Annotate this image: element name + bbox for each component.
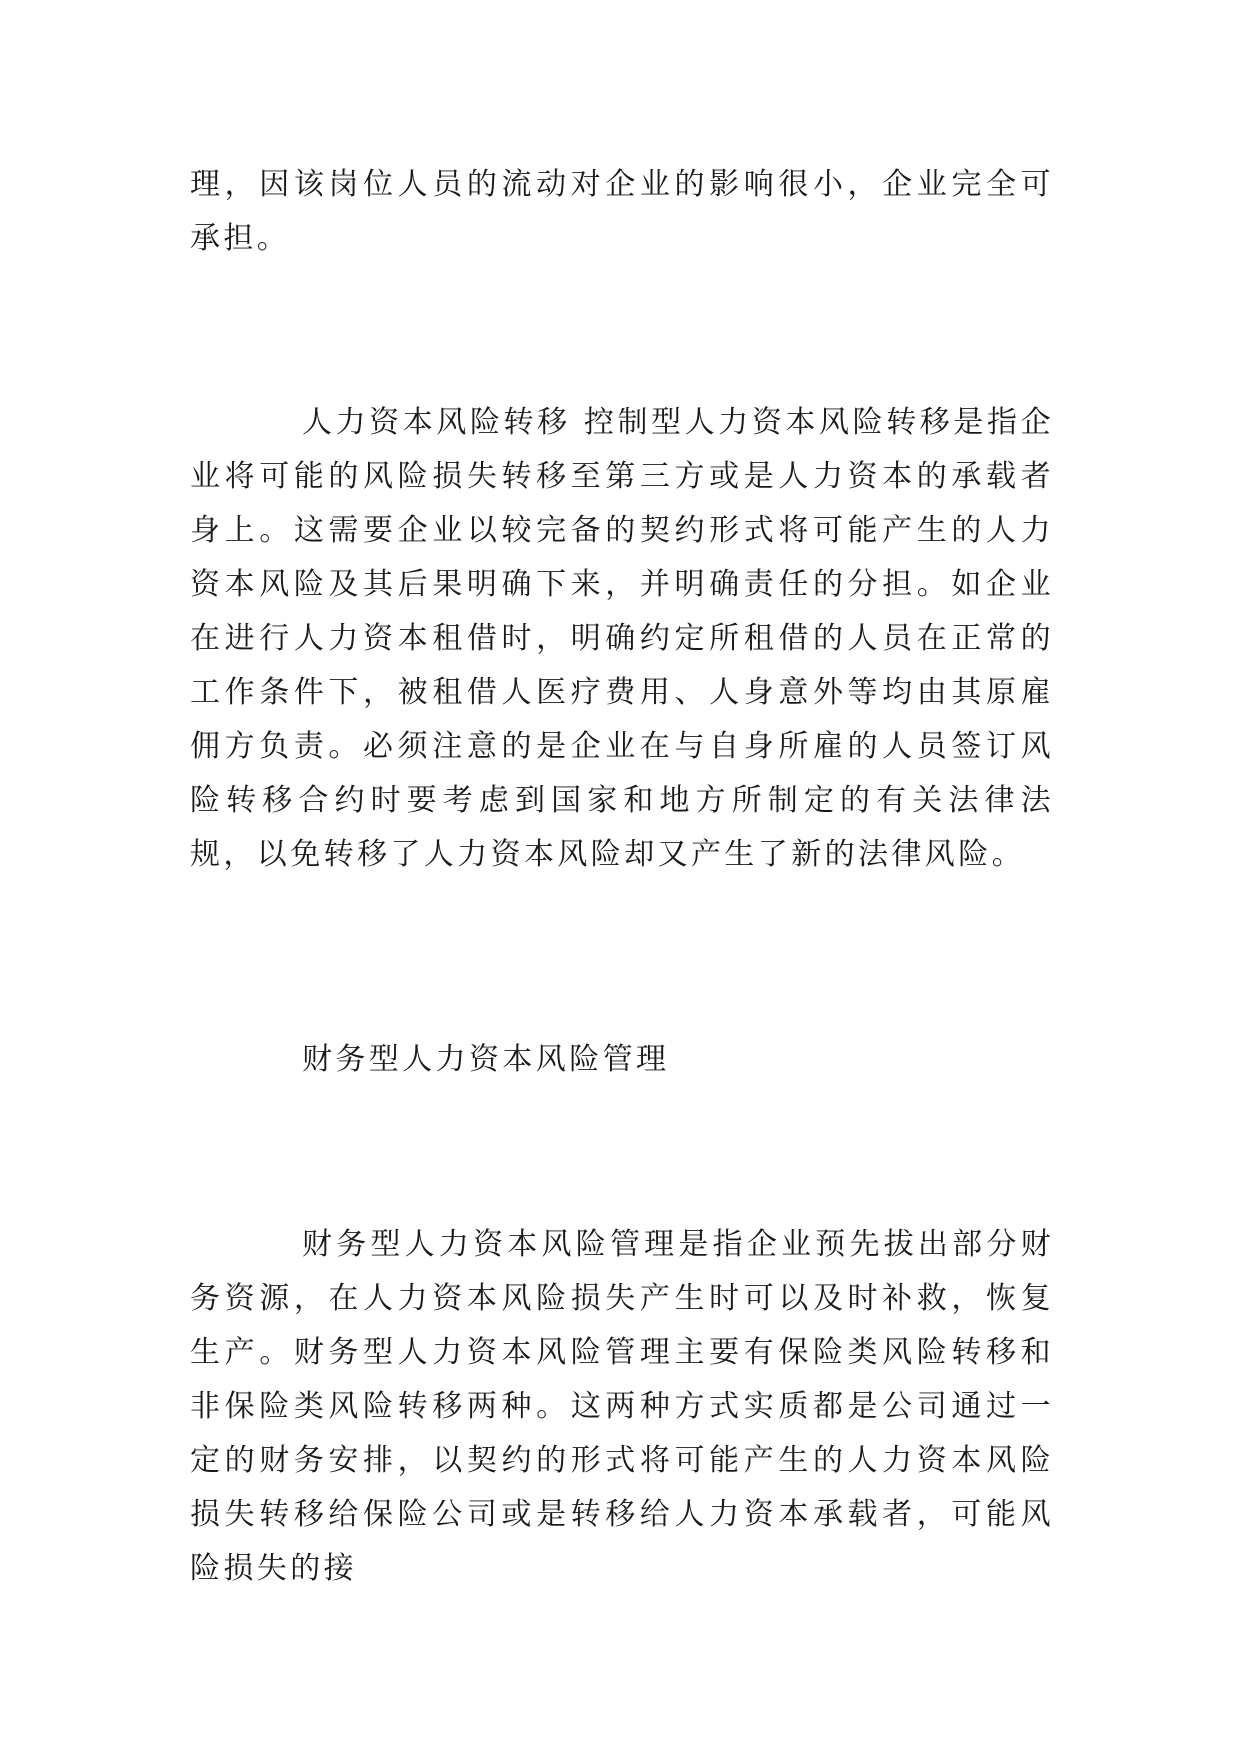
paragraph-risk-transfer: 人力资本风险转移 控制型人力资本风险转移是指企业将可能的风险损失转移至第三方或是人力资本的承载者身上。这需要企业以较完备的契约形式将可能产生的人力资本风险及其后果明确下来，并明确责任的分担。如企业在进行人力资本租借时，明确约定所租借的人员在正常的工作条件下，被租借人医疗费用、人身意外等均由其原雇佣方负责。必须注意的是企业在与自身所雇的人员签订风险转移合约时要考虑到国家和地方所制定的有关法律法规，以免转移了人力资本风险却又产生了新的法律风险。 xyxy=(190,405,1054,872)
paragraph-financial-risk: 财务型人力资本风险管理是指企业预先拔出部分财务资源，在人力资本风险损失产生时可以及时补救，恢复生产。财务型人力资本风险管理主要有保险类风险转移和非保险类风险转移两种。这两种方式实质都是公司通过一定的财务安排，以契约的形式将可能产生的人力资本风险损失转移给保险公司或是转移给人力资本承载者，可能风险损失的接 xyxy=(190,1227,1054,1586)
section-heading: 财务型人力资本风险管理 xyxy=(302,1042,670,1077)
paragraph-continuation: 理，因该岗位人员的流动对企业的影响很小，企业完全可承担。 xyxy=(190,167,1054,256)
